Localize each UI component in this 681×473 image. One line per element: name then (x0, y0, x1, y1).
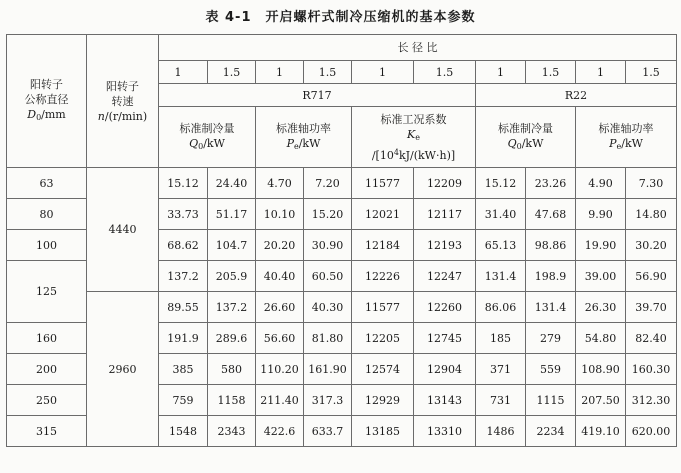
value-cell: 160.30 (626, 354, 677, 385)
value-cell: 23.26 (526, 168, 576, 199)
value-cell: 30.90 (304, 230, 352, 261)
header-condition-coefficient: 标准工况系数 $K_e$ $/[10^4kJ/(kW\cdot h)]$ (352, 107, 476, 168)
value-cell: 13185 (352, 416, 414, 447)
table-row (7, 168, 677, 199)
ratio-cell: 1.5 (626, 61, 677, 84)
diameter-cell: 160 (7, 323, 87, 354)
value-cell: 2343 (208, 416, 256, 447)
value-cell: 26.30 (576, 292, 626, 323)
value-cell: 81.80 (304, 323, 352, 354)
value-cell: 620.00 (626, 416, 677, 447)
diameter-cell: 80 (7, 199, 87, 230)
value-cell: 51.17 (208, 199, 256, 230)
ratio-cell: 1 (256, 61, 304, 84)
value-cell: 54.80 (576, 323, 626, 354)
value-cell: 12904 (414, 354, 476, 385)
value-cell: 12745 (414, 323, 476, 354)
refrigerant-r22: R22 (476, 84, 677, 107)
value-cell: 12574 (352, 354, 414, 385)
value-cell: 12184 (352, 230, 414, 261)
value-cell: 13310 (414, 416, 476, 447)
value-cell: 759 (159, 385, 208, 416)
value-cell: 131.4 (476, 261, 526, 292)
header-rotor-diameter: 阳转子 公称直径 $D_0/mm$ (7, 35, 87, 168)
value-cell: 12260 (414, 292, 476, 323)
diameter-cell: 100 (7, 230, 87, 261)
value-cell: 161.90 (304, 354, 352, 385)
ratio-cell: 1.5 (208, 61, 256, 84)
value-cell: 4.70 (256, 168, 304, 199)
table-body (7, 168, 677, 447)
value-cell: 205.9 (208, 261, 256, 292)
ratio-cell: 1.5 (304, 61, 352, 84)
value-cell: 211.40 (256, 385, 304, 416)
value-cell: 12117 (414, 199, 476, 230)
value-cell: 207.50 (576, 385, 626, 416)
value-cell: 24.40 (208, 168, 256, 199)
value-cell: 633.7 (304, 416, 352, 447)
value-cell: 12205 (352, 323, 414, 354)
value-cell: 559 (526, 354, 576, 385)
value-cell: 385 (159, 354, 208, 385)
value-cell: 131.4 (526, 292, 576, 323)
value-cell: 4.90 (576, 168, 626, 199)
value-cell: 108.90 (576, 354, 626, 385)
ratio-cell: 1 (576, 61, 626, 84)
value-cell: 1548 (159, 416, 208, 447)
parameter-table (6, 34, 677, 447)
value-cell: 12021 (352, 199, 414, 230)
refrigerant-r717: R717 (159, 84, 476, 107)
value-cell: 419.10 (576, 416, 626, 447)
diameter-cell: 200 (7, 354, 87, 385)
value-cell: 65.13 (476, 230, 526, 261)
value-cell: 422.6 (256, 416, 304, 447)
value-cell: 39.00 (576, 261, 626, 292)
value-cell: 14.80 (626, 199, 677, 230)
value-cell: 110.20 (256, 354, 304, 385)
value-cell: 191.9 (159, 323, 208, 354)
value-cell: 33.73 (159, 199, 208, 230)
value-cell: 137.2 (208, 292, 256, 323)
value-cell: 68.62 (159, 230, 208, 261)
value-cell: 1486 (476, 416, 526, 447)
header-row-ratio-label (7, 35, 677, 61)
header-cooling-capacity-r22: 标准制冷量 $Q_0/kW$ (476, 107, 576, 168)
value-cell: 12193 (414, 230, 476, 261)
value-cell: 7.30 (626, 168, 677, 199)
value-cell: 15.20 (304, 199, 352, 230)
value-cell: 89.55 (159, 292, 208, 323)
ratio-cell: 1 (159, 61, 208, 84)
value-cell: 47.68 (526, 199, 576, 230)
value-cell: 12247 (414, 261, 476, 292)
ratio-cell: 1 (352, 61, 414, 84)
speed-cell: 2960 (87, 292, 159, 447)
value-cell: 82.40 (626, 323, 677, 354)
value-cell: 40.30 (304, 292, 352, 323)
value-cell: 580 (208, 354, 256, 385)
value-cell: 20.20 (256, 230, 304, 261)
header-rotor-speed: 阳转子 转速 n/(r/min) (87, 35, 159, 168)
value-cell: 317.3 (304, 385, 352, 416)
value-cell: 371 (476, 354, 526, 385)
value-cell: 15.12 (476, 168, 526, 199)
value-cell: 2234 (526, 416, 576, 447)
diameter-cell: 250 (7, 385, 87, 416)
value-cell: 12209 (414, 168, 476, 199)
value-cell: 312.30 (626, 385, 677, 416)
diameter-cell: 63 (7, 168, 87, 199)
value-cell: 289.6 (208, 323, 256, 354)
value-cell: 15.12 (159, 168, 208, 199)
value-cell: 185 (476, 323, 526, 354)
speed-cell: 4440 (87, 168, 159, 292)
value-cell: 279 (526, 323, 576, 354)
value-cell: 56.90 (626, 261, 677, 292)
value-cell: 137.2 (159, 261, 208, 292)
value-cell: 11577 (352, 292, 414, 323)
value-cell: 30.20 (626, 230, 677, 261)
header-shaft-power-r22: 标准轴功率 $P_e/kW$ (576, 107, 677, 168)
value-cell: 731 (476, 385, 526, 416)
value-cell: 11577 (352, 168, 414, 199)
value-cell: 56.60 (256, 323, 304, 354)
value-cell: 19.90 (576, 230, 626, 261)
value-cell: 98.86 (526, 230, 576, 261)
value-cell: 60.50 (304, 261, 352, 292)
header-cooling-capacity-r717: 标准制冷量 $Q_0/kW$ (159, 107, 256, 168)
value-cell: 26.60 (256, 292, 304, 323)
table-title: 表 4-1 开启螺杆式制冷压缩机的基本参数 (205, 10, 476, 25)
header-shaft-power-r717: 标准轴功率 $P_e/kW$ (256, 107, 352, 168)
value-cell: 31.40 (476, 199, 526, 230)
value-cell: 1158 (208, 385, 256, 416)
table-row (7, 292, 677, 323)
value-cell: 1115 (526, 385, 576, 416)
value-cell: 40.40 (256, 261, 304, 292)
value-cell: 9.90 (576, 199, 626, 230)
header-ratio-label: 长 径 比 (159, 35, 677, 61)
value-cell: 104.7 (208, 230, 256, 261)
ratio-cell: 1.5 (414, 61, 476, 84)
value-cell: 7.20 (304, 168, 352, 199)
value-cell: 86.06 (476, 292, 526, 323)
value-cell: 198.9 (526, 261, 576, 292)
diameter-cell: 315 (7, 416, 87, 447)
value-cell: 10.10 (256, 199, 304, 230)
ratio-cell: 1.5 (526, 61, 576, 84)
value-cell: 12929 (352, 385, 414, 416)
diameter-cell: 125 (7, 261, 87, 323)
ratio-cell: 1 (476, 61, 526, 84)
value-cell: 13143 (414, 385, 476, 416)
value-cell: 39.70 (626, 292, 677, 323)
value-cell: 12226 (352, 261, 414, 292)
